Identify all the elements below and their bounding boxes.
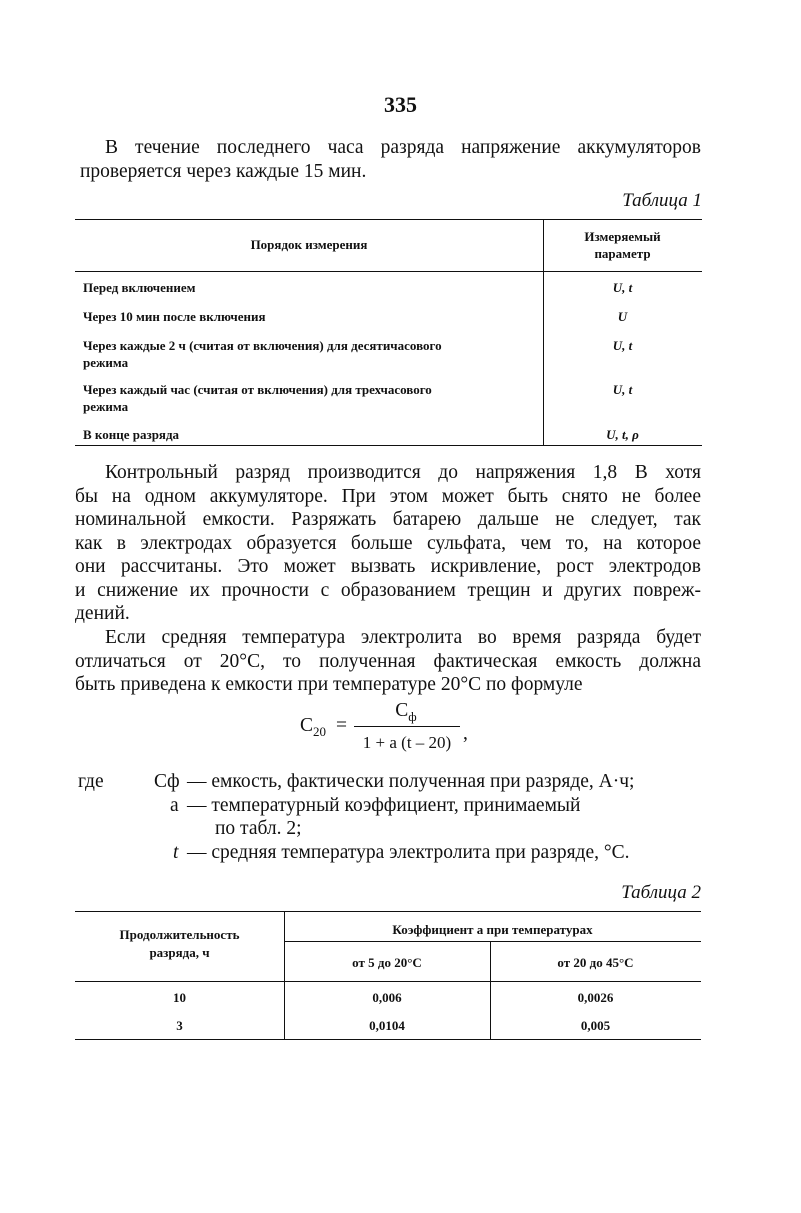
paragraph-line: дений. <box>75 603 130 624</box>
formula-numerator <box>354 700 458 725</box>
table2-cell-value: 0,006 <box>372 990 402 1005</box>
table1-row-label: Через 10 мин после включения <box>83 309 266 324</box>
table2-caption: Таблица 2 <box>621 882 701 903</box>
table1-header-param <box>543 228 702 262</box>
table1-caption: Таблица 1 <box>622 190 702 211</box>
table1-bottom-rule <box>75 445 702 446</box>
paragraph-line: быть приведена к емкости при температуре 20°С по формуле <box>75 674 583 695</box>
formula-equals: = <box>336 715 347 736</box>
formula-denominator: 1 + a (t – 20) <box>362 733 452 752</box>
table2-cell-value: 0,0026 <box>577 990 614 1005</box>
intro-line: проверяется через каждые 15 мин. <box>80 160 367 182</box>
definition-text: — температурный коэффициент, принимаемый <box>187 795 581 816</box>
table1-row-label-line: режима <box>83 399 129 414</box>
table1-row-param: U, t <box>612 280 633 295</box>
table2-cell-duration: 10 <box>173 990 186 1005</box>
paragraph-line: как в электродах образуется больше сульфата, чем то, на которое <box>75 532 701 554</box>
paragraph-line: и снижение их прочности с образованием трещин и других повреж- <box>75 579 701 601</box>
table2-subheader: от 5 до 20°С <box>352 955 422 970</box>
table2-header-coefficient: Коэффициент а при температурах <box>392 922 593 937</box>
formula-numerator-symbol: C <box>395 700 409 721</box>
paragraph-line: Контрольный разряд производится до напряжения 1,8 В хотя <box>105 462 701 483</box>
paragraph-line: Если средняя температура электролита во время разряда будет <box>105 627 701 648</box>
table2-row <box>75 1018 701 1038</box>
table2-header-duration-line: разряда, ч <box>149 945 210 960</box>
intro-line: В течение последнего часа разряда напряжение аккумуляторов <box>105 137 701 158</box>
table2-header-duration <box>75 926 284 962</box>
formula-numerator-subscript: ф <box>408 708 417 724</box>
table2-row <box>75 990 701 1010</box>
table2-cell-value: 0,005 <box>580 1018 611 1033</box>
formula-lhs <box>300 715 326 740</box>
definition-symbol: t <box>173 842 179 863</box>
definitions-where: где <box>78 771 104 792</box>
paragraph-control-discharge <box>75 461 701 626</box>
paragraph-line: отличаться от 20°С, то полученная фактическая емкость должна <box>75 650 701 672</box>
formula-fraction-bar <box>354 726 460 727</box>
paragraph-line: номинальной емкости. Разряжать батарею дальше не следует, так <box>75 509 701 530</box>
definition-text: — емкость, фактически полученная при разряде, А·ч; <box>187 771 635 792</box>
table2-subheader: от 20 до 45°С <box>557 955 634 970</box>
table1-header-param-line: параметр <box>594 246 651 261</box>
table2 <box>75 911 701 1041</box>
table1-row-label <box>83 337 538 371</box>
paragraph-temperature <box>75 626 701 697</box>
table2-bottom-rule <box>75 1039 701 1040</box>
table2-cell-value: 0,0104 <box>369 1018 405 1033</box>
table2-subheader-rule <box>284 941 701 942</box>
table1-row-param: U, t, ρ <box>606 427 639 442</box>
page-number: 335 <box>384 92 417 117</box>
table1-row-label-line: режима <box>83 355 129 370</box>
formula-trailing-comma: , <box>463 723 468 744</box>
table2-cell-duration: 3 <box>176 1018 183 1033</box>
table1-row-param: U, t <box>612 338 633 353</box>
table1 <box>75 219 702 446</box>
intro-paragraph <box>80 136 701 183</box>
table1-header-order: Порядок измерения <box>250 237 368 252</box>
table1-top-rule <box>75 219 702 220</box>
paragraph-line: они рассчитаны. Это может вызвать искривление, рост электродов <box>75 556 701 577</box>
table1-row-label-line: Через каждый час (считая от включения) для трехчасового <box>83 382 432 397</box>
definition-symbol: Cф <box>154 771 180 792</box>
formula-lhs-symbol: C <box>300 715 314 736</box>
table1-row-label: Перед включением <box>83 280 196 295</box>
definition-text: — средняя температура электролита при разряде, °С. <box>187 842 630 863</box>
table2-header-duration-line: Продолжительность <box>119 927 240 942</box>
table1-header-rule <box>75 271 702 272</box>
table1-header-param-line: Измеряемый <box>584 229 661 244</box>
table1-row-param: U <box>617 309 628 324</box>
table1-row-param: U, t <box>612 382 633 397</box>
capacity-formula <box>300 700 500 760</box>
table2-header-rule <box>75 981 701 982</box>
table1-row-label-line: Через каждые 2 ч (считая от включения) для десятичасового <box>83 338 442 353</box>
definition-symbol: a <box>170 795 179 816</box>
table1-row-label <box>83 381 538 415</box>
table2-top-rule <box>75 911 701 912</box>
definitions <box>78 770 703 866</box>
table1-row-label: В конце разряда <box>83 427 180 442</box>
formula-lhs-subscript: 20 <box>313 723 327 739</box>
definition-text: по табл. 2; <box>215 818 302 839</box>
paragraph-line: бы на одном аккумуляторе. При этом может быть снято не более <box>75 485 701 507</box>
